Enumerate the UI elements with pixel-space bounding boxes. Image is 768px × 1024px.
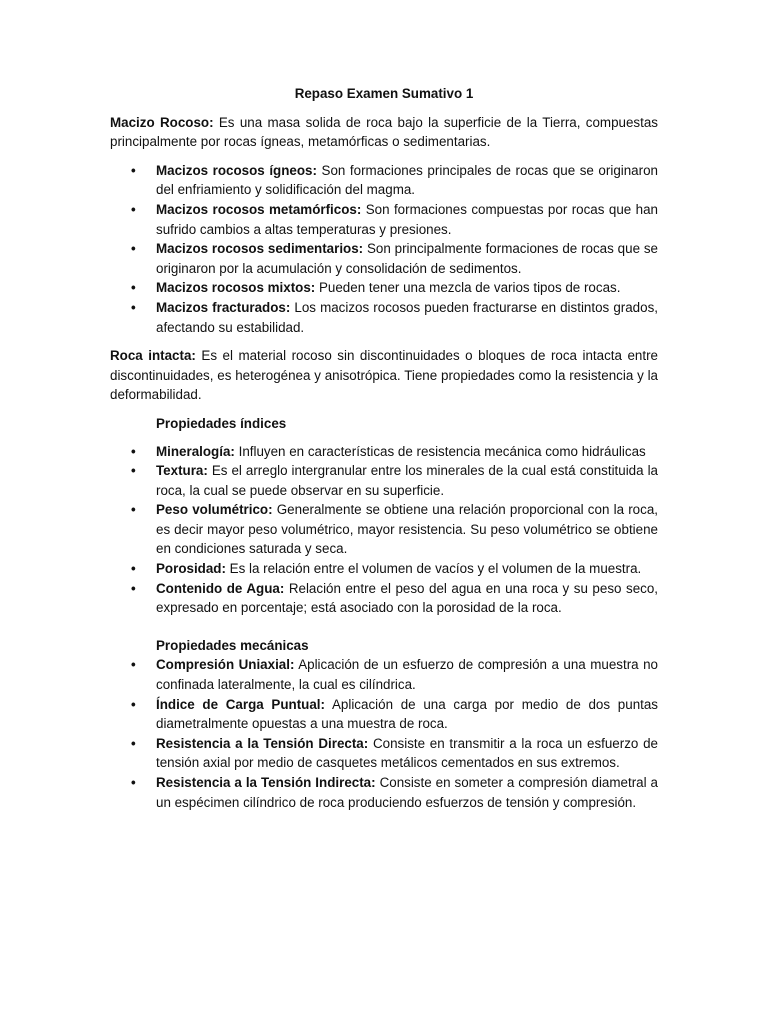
list-item bbox=[110, 298, 658, 337]
roca-intacta-text: Es el material rocoso sin discontinuidades o bloques de roca intacta entre discontinuidades, es heterogénea y anisotrópica. Tiene propiedades como la resistencia y la deformabilidad. bbox=[110, 348, 658, 403]
list-item-term: Contenido de Agua: bbox=[156, 580, 285, 596]
list-item-text: Son formaciones compuestas por rocas que han sufrido cambios a altas temperaturas y presiones. bbox=[156, 201, 658, 237]
list-item-text: Aplicación de una carga por medio de dos puntas diametralmente opuestas a una muestra de roca. bbox=[156, 696, 659, 732]
list-item bbox=[110, 239, 658, 278]
propiedades-indices-list bbox=[110, 442, 658, 618]
list-item-text: Consiste en someter a compresión diametral a un espécimen cilíndrico de roca produciendo esfuerzos de tensión y compresión. bbox=[156, 775, 659, 810]
list-item-text: Son principalmente formaciones de rocas que se originaron por la acumulación y consolidación de sedimentos. bbox=[156, 241, 658, 276]
list-item bbox=[110, 161, 658, 200]
list-item-term: Compresión Uniaxial: bbox=[156, 657, 295, 673]
list-item-text: Relación entre el peso del agua en una roca y su peso seco, expresado en porcentaje; está asociado con la porosidad de la roca. bbox=[156, 580, 658, 616]
roca-intacta-paragraph bbox=[110, 346, 658, 405]
list-item-term: Índice de Carga Puntual: bbox=[156, 696, 325, 712]
list-item-text: Es el arreglo intergranular entre los minerales de la cual está constituida la roca, la cual se puede observar en su superficie. bbox=[156, 463, 658, 498]
list-item-text: Es la relación entre el volumen de vacíos y el volumen de la muestra. bbox=[225, 561, 642, 577]
list-item-term: Porosidad: bbox=[156, 561, 226, 577]
list-item-term: Macizos rocosos mixtos: bbox=[156, 280, 316, 296]
list-item-text: Influyen en características de resistencia mecánica como hidráulicas bbox=[234, 443, 646, 459]
list-item-term: Textura: bbox=[156, 463, 208, 479]
roca-intacta-term: Roca intacta: bbox=[110, 348, 196, 364]
list-item-text: Pueden tener una mezcla de varios tipos de rocas. bbox=[315, 280, 621, 296]
list-item-term: Macizos rocosos sedimentarios: bbox=[156, 241, 364, 257]
list-item-text: Los macizos rocosos pueden fracturarse en distintos grados, afectando su estabilidad. bbox=[156, 299, 658, 335]
list-item bbox=[110, 559, 658, 579]
list-item bbox=[110, 442, 658, 462]
macizo-rocoso-paragraph bbox=[110, 113, 658, 152]
propiedades-mecanicas-list bbox=[110, 655, 658, 812]
macizo-types-list bbox=[110, 161, 658, 337]
list-item bbox=[110, 734, 658, 773]
list-item-term: Resistencia a la Tensión Directa: bbox=[156, 735, 369, 751]
document-title: Repaso Examen Sumativo 1 bbox=[294, 86, 474, 101]
macizo-rocoso-term: Macizo Rocoso: bbox=[110, 114, 214, 130]
list-item-term: Macizos fracturados: bbox=[156, 299, 291, 315]
list-item-text: Generalmente se obtiene una relación proporcional con la roca, es decir mayor peso volumétrico, mayor resistencia. Su peso volumétrico se obtiene en condiciones saturada y seca. bbox=[156, 502, 658, 557]
list-item-term: Mineralogía: bbox=[156, 443, 235, 459]
macizo-rocoso-text: Es una masa solida de roca bajo la superficie de la Tierra, compuestas principalmente por rocas ígneas, metamórficas o sedimentarias. bbox=[110, 114, 658, 150]
list-item bbox=[110, 278, 658, 298]
list-item bbox=[110, 200, 658, 239]
list-item bbox=[110, 695, 658, 734]
list-item bbox=[110, 773, 658, 812]
list-item-term: Peso volumétrico: bbox=[156, 502, 273, 518]
document-page bbox=[110, 84, 658, 821]
list-item-text: Son formaciones principales de rocas que se originaron del enfriamiento y solidificación del magma. bbox=[156, 162, 658, 198]
list-item-text: Aplicación de un esfuerzo de compresión a una muestra no confinada lateralmente, la cual es cilíndrica. bbox=[156, 657, 658, 693]
list-item-term: Macizos rocosos metamórficos: bbox=[156, 201, 362, 217]
list-item-term: Macizos rocosos ígneos: bbox=[156, 162, 317, 178]
list-item bbox=[110, 461, 658, 500]
propiedades-mecanicas-heading: Propiedades mecánicas bbox=[156, 637, 309, 653]
list-item bbox=[110, 579, 658, 618]
list-item bbox=[110, 655, 658, 694]
list-item-text: Consiste en transmitir a la roca un esfuerzo de tensión axial por medio de casquetes metálicos cementados en sus extremos. bbox=[156, 735, 658, 771]
list-item bbox=[110, 500, 658, 559]
propiedades-indices-heading: Propiedades índices bbox=[156, 415, 287, 431]
list-item-term: Resistencia a la Tensión Indirecta: bbox=[156, 775, 376, 790]
